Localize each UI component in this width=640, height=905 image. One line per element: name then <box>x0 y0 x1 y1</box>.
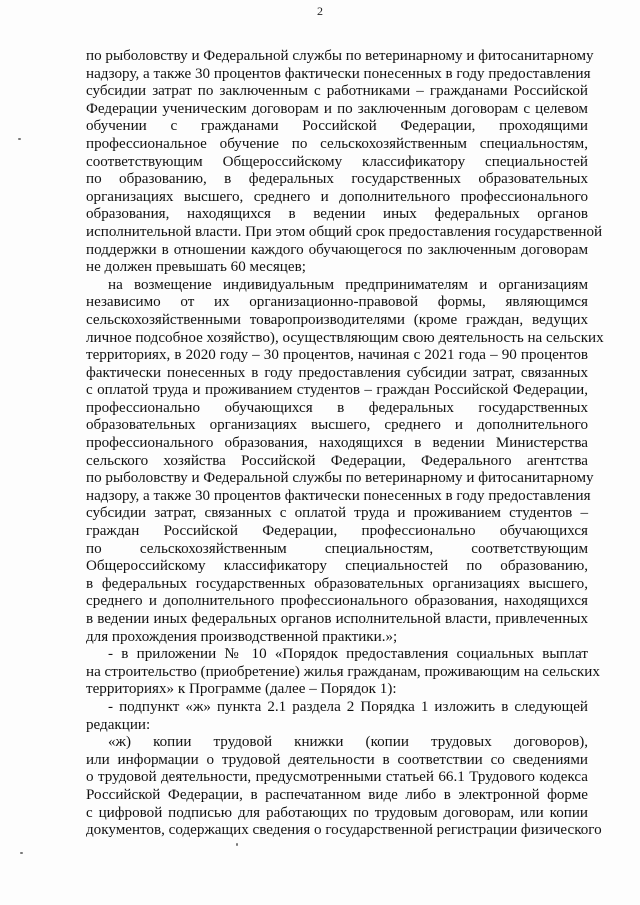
text-line: в федеральных государственных образовательных организациях высшего, <box>86 575 588 592</box>
text-line: профессионально обучающихся в федеральных государственных <box>86 399 588 416</box>
scan-speck <box>236 843 238 846</box>
scan-speck <box>18 138 21 140</box>
text-line: редакции: <box>86 716 151 733</box>
text-line: независимо от их организационно-правовой формы, являющимся <box>86 294 588 311</box>
text-line: по образованию, в федеральных государственных образовательных <box>86 171 588 188</box>
text-line: соответствующим Общероссийскому классификатору специальностей <box>86 153 588 170</box>
document-body <box>86 48 604 840</box>
text-line: документов, содержащих сведения о государственной регистрации физического <box>86 822 602 839</box>
text-line: граждан Российской Федерации, профессионально обучающихся <box>86 523 588 540</box>
text-line: Федерации ученическим договорам и по заключенным договорам с целевом <box>86 100 588 117</box>
text-line: сельского хозяйства Российской Федерации, Федерального агентства <box>86 452 588 469</box>
text-line: субсидии затрат по заключенным с работниками – гражданами Российской <box>86 83 588 100</box>
text-line: Российской Федерации, в распечатанном виде либо в электронной форме <box>86 786 588 803</box>
text-line: надзору, а также 30 процентов фактически понесенных в году предоставления <box>86 65 591 82</box>
text-line: исполнительной власти. При этом общий срок предоставления государственной <box>86 223 603 240</box>
text-line: профессионального образования, находящихся в ведении Министерства <box>86 435 588 452</box>
text-line: субсидии затрат, связанных с оплатой труда и проживанием студентов – <box>86 505 588 522</box>
text-line: на строительство (приобретение) жилья гражданам, проживающим на сельских <box>86 663 600 680</box>
text-line: надзору, а также 30 процентов фактически понесенных в году предоставления <box>86 487 591 504</box>
text-line: или информации о трудовой деятельности в соответствии со сведениями <box>86 751 588 768</box>
text-line: сельскохозяйственными товаропроизводителями (кроме граждан, ведущих <box>86 311 588 328</box>
text-line: организациях высшего, среднего и дополнительного профессионального <box>86 188 588 205</box>
text-line: - в приложении № 10 «Порядок предоставления социальных выплат <box>108 646 588 663</box>
text-line: фактически понесенных в году предоставления субсидии затрат, связанных <box>86 364 588 381</box>
text-line: по сельскохозяйственным специальностям, соответствующим <box>86 540 588 557</box>
scan-speck <box>20 852 23 854</box>
text-line: личное подсобное хозяйство), осуществляющим свою деятельность на сельских <box>86 329 604 346</box>
text-line: обучении с гражданами Российской Федерации, проходящими <box>86 118 588 135</box>
text-line: в ведении иных федеральных органов исполнительной власти, привлеченных <box>86 611 588 627</box>
text-line: с цифровой подписью для работающих по трудовым договорам, или копии <box>86 804 588 821</box>
text-line: образовательных организациях высшего, среднего и дополнительного <box>86 417 588 434</box>
text-line: не должен превышать 60 месяцев; <box>86 259 306 276</box>
text-line: для прохождения производственной практики.»; <box>86 628 398 645</box>
text-line: о трудовой деятельности, предусмотренными статьей 66.1 Трудового кодекса <box>86 769 588 786</box>
text-line: по рыболовству и Федеральной службы по ветеринарному и фитосанитарному <box>86 48 594 64</box>
text-line: поддержки в отношении каждого обучающегося по заключенным договорам <box>86 241 588 258</box>
text-line: с оплатой труда и проживанием студентов – граждан Российской Федерации, <box>86 382 588 399</box>
text-line: по рыболовству и Федеральной службы по ветеринарному и фитосанитарному <box>86 470 594 487</box>
text-line: образования, находящихся в ведении иных федеральных органов <box>86 206 588 223</box>
text-line: «ж) копии трудовой книжки (копии трудовых договоров), <box>108 734 588 751</box>
text-line: Общероссийскому классификатору специальностей по образованию, <box>86 558 588 575</box>
text-line: среднего и дополнительного профессионального образования, находящихся <box>86 593 588 610</box>
text-line: профессиональное обучение по сельскохозяйственным специальностям, <box>86 135 588 152</box>
text-line: территориях» к Программе (далее – Порядок 1): <box>86 681 397 698</box>
page-number: 2 <box>317 4 323 18</box>
text-line: территориях, в 2020 году – 30 процентов, начиная с 2021 года – 90 процентов <box>86 347 588 364</box>
text-line: на возмещение индивидуальным предпринимателям и организациям <box>108 276 588 293</box>
text-line: - подпункт «ж» пункта 2.1 раздела 2 Порядка 1 изложить в следующей <box>108 698 588 715</box>
